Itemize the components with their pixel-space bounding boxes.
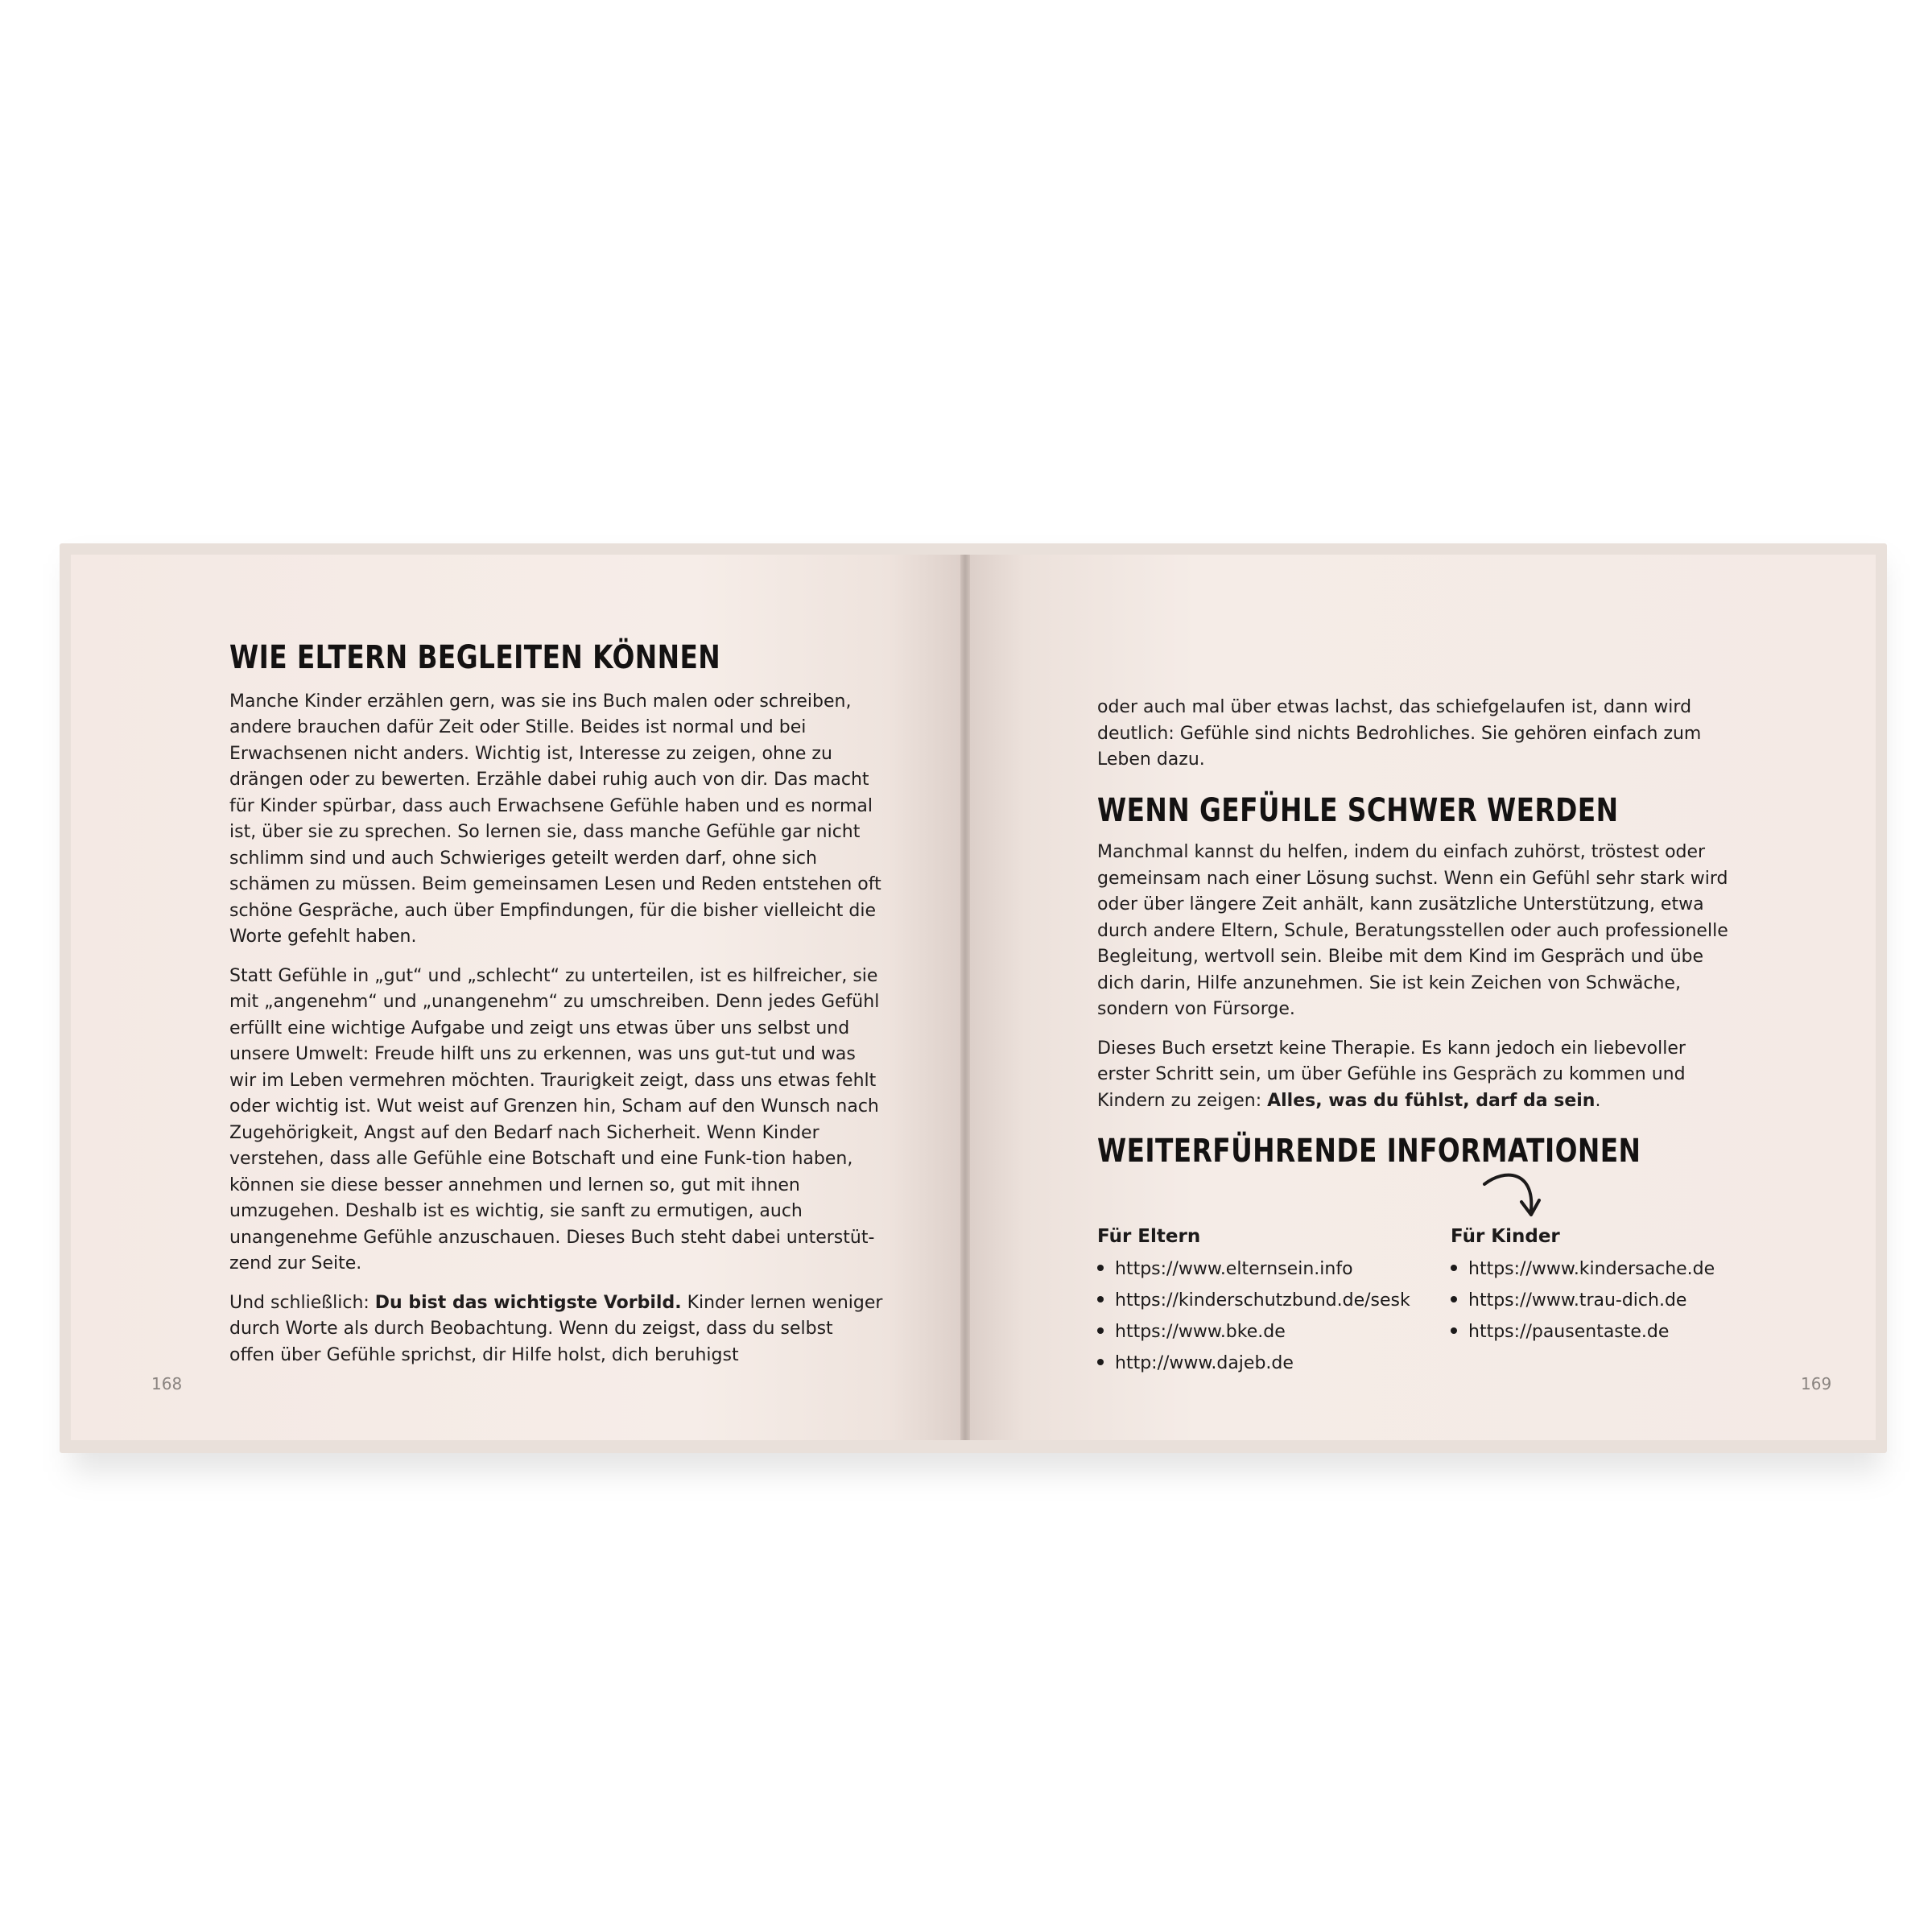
bullet-icon [1451, 1327, 1457, 1334]
left-paragraph-3-bold: Du bist das wichtigste Vorbild. [374, 1292, 682, 1313]
bullet-icon [1097, 1359, 1104, 1365]
parents-link-list [1097, 1253, 1410, 1379]
right-heading-informationen: WEITERFÜHRENDE INFORMATIONEN [1097, 1133, 1641, 1170]
right-paragraph-2-intro: Dieses Buch ersetzt keine Therapie. Es kann jedoch ein liebevoller erster Schritt sein, um über Gefühle ins Gespräch zu kommen und Kindern zu zeigen: [1097, 1038, 1686, 1111]
link-text[interactable]: https://www.bke.de [1115, 1322, 1286, 1342]
link-text[interactable]: http://www.dajeb.de [1115, 1353, 1294, 1373]
left-paragraph-3 [229, 1290, 883, 1369]
parents-links-column [1097, 1226, 1410, 1379]
bullet-icon [1097, 1296, 1104, 1302]
parents-title: Für Eltern [1097, 1226, 1201, 1247]
kids-title: Für Kinder [1451, 1226, 1560, 1247]
parents-link-item[interactable] [1097, 1316, 1410, 1348]
right-heading-schwer: WENN GEFÜHLE SCHWER WERDEN [1097, 791, 1619, 829]
right-page-number: 169 [1801, 1374, 1832, 1393]
link-text[interactable]: https://www.elternsein.info [1115, 1259, 1353, 1279]
bullet-icon [1097, 1327, 1104, 1334]
open-book [60, 543, 1887, 1461]
left-paragraph-3-rest: Kinder lernen weniger durch Worte als durch Beobachtung. Wenn du zeigst, dass du selbst offen über Gefühle sprichst, dir Hilfe holst, dich beruhigst [229, 1292, 883, 1365]
right-paragraph-2-end: . [1595, 1090, 1601, 1111]
parents-link-item[interactable] [1097, 1285, 1410, 1316]
bullet-icon [1451, 1265, 1457, 1271]
left-paragraph-3-intro: Und schließlich: [229, 1292, 375, 1313]
kids-link-item[interactable] [1451, 1285, 1715, 1316]
left-page [71, 555, 960, 1440]
right-page [970, 555, 1876, 1440]
right-paragraph-2-bold: Alles, was du fühlst, darf da sein [1267, 1090, 1596, 1111]
curved-arrow-icon [1481, 1165, 1554, 1229]
right-paragraph-1: Manchmal kannst du helfen, indem du einfach zuhörst, tröstest oder gemeinsam nach einer Lösung suchst. Wenn ein Gefühl sehr stark wird oder über längere Zeit anhält, kann zusätzliche Unterstützung, etwa durch andere Eltern, Schule, Beratungsstellen oder auch professionelle Begleitung, wertvoll sein. Bleibe mit dem Kind im Gespräch und übe dich darin, Hilfe anzunehmen. Sie ist kein Zeichen von Schwäche, sondern von Fürsorge. [1097, 842, 1728, 1019]
link-text[interactable]: https://pausentaste.de [1468, 1322, 1670, 1342]
kids-link-list [1451, 1253, 1715, 1348]
left-paragraph-1: Manche Kinder erzählen gern, was sie ins Buch malen oder schreiben, andere brauchen dafür Zeit oder Stille. Beides ist normal und bei Erwachsenen nicht anders. Wichtig ist, Interesse zu zeigen, ohne zu drängen oder zu bewerten. Erzähle dabei ruhig auch von dir. Das macht für Kinder spürbar, dass auch Erwachsene Gefühle haben und es normal ist, über sie zu sprechen. So lernen sie, dass manche Gefühle gar nicht schlimm sind und auch Schwieriges geteilt werden darf, ohne sich schämen zu müssen. Beim gemeinsamen Lesen und Reden entstehen oft schöne Gespräche, auch über Empfindungen, für die bisher vielleicht die Worte gefehlt haben. [229, 691, 881, 947]
parents-link-item[interactable] [1097, 1253, 1410, 1285]
bullet-icon [1451, 1296, 1457, 1302]
left-page-number: 168 [151, 1374, 183, 1393]
book-gutter [960, 555, 970, 1440]
left-page-heading: WIE ELTERN BEGLEITEN KÖNNEN [229, 639, 721, 676]
link-text[interactable]: https://www.trau-dich.de [1468, 1290, 1687, 1311]
bullet-icon [1097, 1265, 1104, 1271]
left-paragraph-2: Statt Gefühle in „gut“ und „schlecht“ zu unterteilen, ist es hilfreicher, sie mit „angenehm“ und „unangenehm“ zu umschreiben. Denn jedes Gefühl erfüllt eine wichtige Aufgabe und zeigt uns etwas über uns selbst und unsere Umwelt: Freude hilft uns zu erkennen, was uns gut-tut und was wir im Leben vermehren möchten. Traurigkeit zeigt, dass uns etwas fehlt oder wichtig ist. Wut weist auf Grenzen hin, Scham auf den Wunsch nach Zugehörigkeit, Angst auf den Bedarf nach Sicherheit. Wenn Kinder verstehen, dass alle Gefühle eine Botschaft und eine Funk-tion haben, können sie diese besser annehmen und lernen so, gut mit ihnen umzugehen. Deshalb ist es wichtig, sie sanft zu ermutigen, auch unangenehme Gefühle anzuschauen. Dieses Buch steht dabei unterstüt-zend zur Seite. [229, 965, 880, 1274]
left-page-content [229, 639, 883, 1381]
parents-link-item[interactable] [1097, 1348, 1410, 1379]
right-continuation-paragraph: oder auch mal über etwas lachst, das schiefgelaufen ist, dann wird deutlich: Gefühle sind nichts Bedrohliches. Sie gehören einfach zum Leben dazu. [1097, 697, 1702, 770]
kids-links-column [1451, 1226, 1715, 1348]
right-paragraph-2 [1097, 1036, 1741, 1115]
link-text[interactable]: https://www.kindersache.de [1468, 1259, 1715, 1279]
kids-link-item[interactable] [1451, 1253, 1715, 1285]
right-page-content [1097, 695, 1741, 1170]
link-text[interactable]: https://kinderschutzbund.de/sesk [1115, 1290, 1410, 1311]
kids-link-item[interactable] [1451, 1316, 1715, 1348]
